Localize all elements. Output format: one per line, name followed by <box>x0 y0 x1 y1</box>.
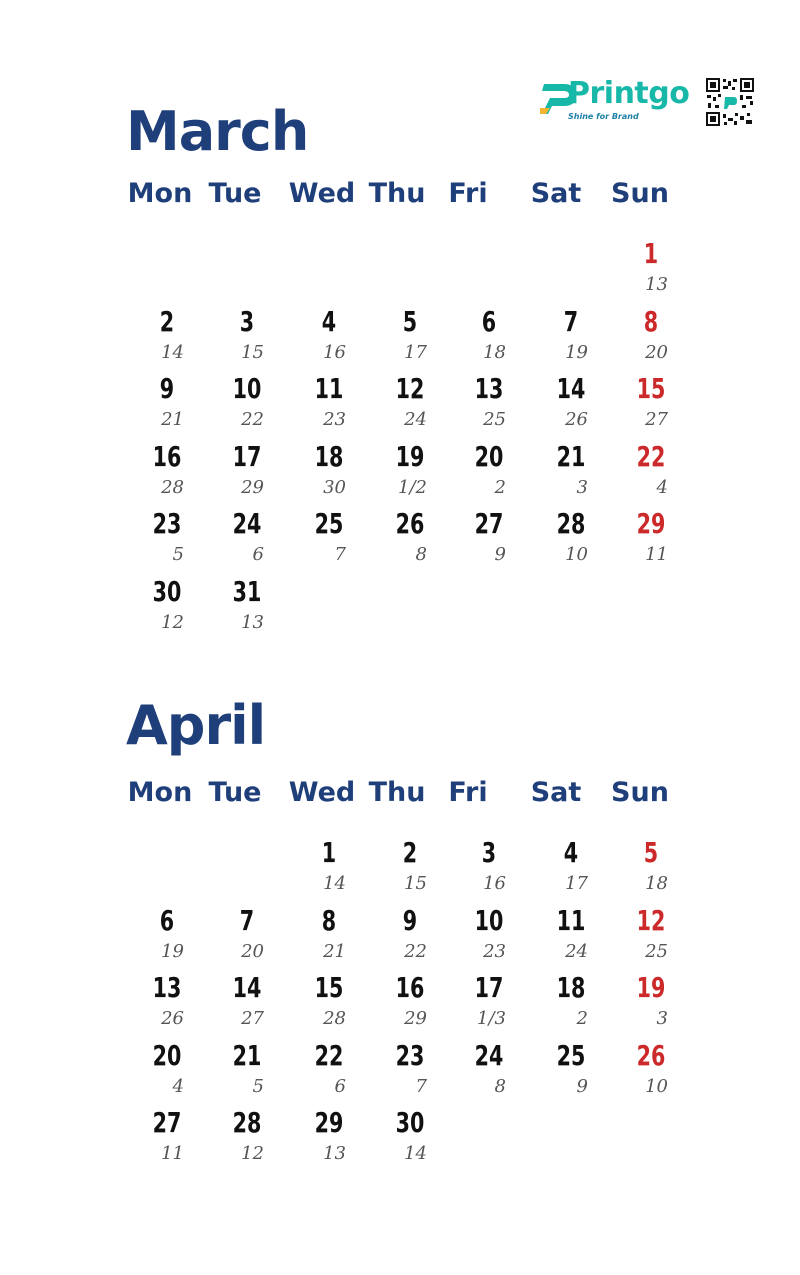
day-number: 12 <box>636 903 666 937</box>
lunar-date: 23 <box>483 940 506 962</box>
lunar-date: 11 <box>645 544 668 565</box>
lunar-date: 9 <box>494 544 506 565</box>
day-number: 22 <box>314 1038 344 1072</box>
day-number: 3 <box>239 304 255 338</box>
lunar-date: 25 <box>645 940 668 962</box>
day-number: 26 <box>395 507 425 540</box>
lunar-date: 29 <box>241 476 264 498</box>
day-number: 27 <box>474 507 504 540</box>
day-number: 18 <box>556 971 586 1004</box>
lunar-date: 18 <box>645 873 668 894</box>
lunar-date: 20 <box>645 341 668 363</box>
lunar-date: 15 <box>241 341 264 363</box>
day-number: 19 <box>395 439 425 473</box>
lunar-date: 2 <box>576 1008 588 1029</box>
day-number: 15 <box>314 971 344 1004</box>
day-number: 5 <box>402 304 418 338</box>
lunar-date: 16 <box>483 873 506 894</box>
day-number: 6 <box>481 304 497 338</box>
lunar-date: 29 <box>404 1008 427 1029</box>
weekday-header-fri: Fri <box>448 178 488 209</box>
lunar-date: 24 <box>404 409 427 430</box>
lunar-date: 6 <box>334 1075 346 1097</box>
month-title: March <box>126 100 309 163</box>
day-number: 30 <box>152 574 182 608</box>
weekday-header-thu: Thu <box>368 777 426 808</box>
lunar-date: 27 <box>241 1008 264 1029</box>
day-number: 9 <box>159 372 175 405</box>
lunar-date: 5 <box>172 544 184 565</box>
day-number: 4 <box>321 304 337 338</box>
day-number: 20 <box>474 439 504 473</box>
lunar-date: 27 <box>645 409 668 430</box>
lunar-date: 4 <box>172 1075 184 1097</box>
day-number: 18 <box>314 439 344 473</box>
lunar-date: 10 <box>565 544 588 565</box>
day-number: 24 <box>474 1038 504 1072</box>
weekday-header-sat: Sat <box>530 777 582 808</box>
day-number: 7 <box>239 903 255 937</box>
day-number: 6 <box>159 903 175 937</box>
day-number: 28 <box>232 1106 262 1139</box>
lunar-date: 7 <box>334 544 346 565</box>
lunar-date: 14 <box>404 1143 427 1164</box>
day-number: 20 <box>152 1038 182 1072</box>
weekday-header-mon: Mon <box>127 777 193 808</box>
lunar-date: 2 <box>494 476 506 498</box>
day-number: 27 <box>152 1106 182 1139</box>
day-number: 16 <box>152 439 182 473</box>
weekday-header-tue: Tue <box>208 777 262 808</box>
lunar-date: 3 <box>576 476 588 498</box>
day-number: 26 <box>636 1038 666 1072</box>
day-number: 29 <box>636 507 666 540</box>
lunar-date: 9 <box>576 1075 588 1097</box>
day-number: 12 <box>395 372 425 405</box>
day-number: 29 <box>314 1106 344 1139</box>
lunar-date: 16 <box>323 341 346 363</box>
day-number: 3 <box>481 836 497 869</box>
day-number: 15 <box>636 372 666 405</box>
weekday-header-mon: Mon <box>127 178 193 209</box>
lunar-date: 12 <box>161 611 184 633</box>
day-number: 30 <box>395 1106 425 1139</box>
lunar-date: 19 <box>565 341 588 363</box>
day-number: 5 <box>643 836 659 869</box>
weekday-header-wed: Wed <box>288 178 356 209</box>
day-number: 31 <box>232 574 262 608</box>
brand-name: Printgo <box>568 76 690 111</box>
month-title: April <box>126 694 266 757</box>
weekday-header-wed: Wed <box>288 777 356 808</box>
day-number: 25 <box>556 1038 586 1072</box>
day-number: 10 <box>232 372 262 405</box>
lunar-date: 28 <box>161 476 184 498</box>
lunar-date: 14 <box>161 341 184 363</box>
day-number: 16 <box>395 971 425 1004</box>
qr-code-icon <box>706 78 754 126</box>
day-number: 8 <box>321 903 337 937</box>
lunar-date: 18 <box>483 341 506 363</box>
day-number: 19 <box>636 971 666 1004</box>
day-number: 17 <box>474 971 504 1004</box>
day-number: 9 <box>402 903 418 937</box>
day-number: 2 <box>402 836 418 869</box>
lunar-date: 15 <box>404 873 427 894</box>
weekday-header-sun: Sun <box>611 777 669 808</box>
brand-logo <box>540 74 700 126</box>
weekday-header-sun: Sun <box>611 178 669 209</box>
lunar-date: 4 <box>656 476 668 498</box>
lunar-date: 26 <box>565 409 588 430</box>
day-number: 25 <box>314 507 344 540</box>
weekday-header-thu: Thu <box>368 178 426 209</box>
day-number: 14 <box>556 372 586 405</box>
day-number: 2 <box>159 304 175 338</box>
day-number: 24 <box>232 507 262 540</box>
day-number: 10 <box>474 903 504 937</box>
day-number: 1 <box>643 237 659 270</box>
lunar-date: 12 <box>241 1143 264 1164</box>
day-number: 7 <box>563 304 579 338</box>
day-number: 8 <box>643 304 659 338</box>
lunar-date: 24 <box>565 940 588 962</box>
lunar-date: 10 <box>645 1075 668 1097</box>
lunar-date: 6 <box>252 544 264 565</box>
lunar-date: 23 <box>323 409 346 430</box>
lunar-date: 7 <box>415 1075 427 1097</box>
lunar-date: 30 <box>323 476 346 498</box>
day-number: 14 <box>232 971 262 1004</box>
lunar-date: 3 <box>656 1008 668 1029</box>
lunar-date: 28 <box>323 1008 346 1029</box>
lunar-date: 13 <box>323 1143 346 1164</box>
day-number: 4 <box>563 836 579 869</box>
lunar-date: 22 <box>404 940 427 962</box>
brand-tagline: Shine for Brand <box>568 112 639 121</box>
lunar-date: 22 <box>241 409 264 430</box>
lunar-date: 14 <box>323 873 346 894</box>
day-number: 13 <box>474 372 504 405</box>
lunar-date: 17 <box>404 341 427 363</box>
lunar-date: 8 <box>494 1075 506 1097</box>
day-number: 23 <box>395 1038 425 1072</box>
day-number: 23 <box>152 507 182 540</box>
lunar-date: 20 <box>241 940 264 962</box>
lunar-date: 17 <box>565 873 588 894</box>
day-number: 21 <box>556 439 586 473</box>
weekday-header-tue: Tue <box>208 178 262 209</box>
lunar-date: 8 <box>415 544 427 565</box>
lunar-date: 1/2 <box>398 476 427 498</box>
lunar-date: 21 <box>323 940 346 962</box>
day-number: 11 <box>314 372 344 405</box>
weekday-header-fri: Fri <box>448 777 488 808</box>
lunar-date: 21 <box>161 409 184 430</box>
lunar-date: 1/3 <box>477 1008 506 1029</box>
day-number: 1 <box>321 836 337 869</box>
lunar-date: 11 <box>161 1143 184 1164</box>
lunar-date: 13 <box>241 611 264 633</box>
weekday-header-sat: Sat <box>530 178 582 209</box>
lunar-date: 13 <box>645 274 668 295</box>
day-number: 17 <box>232 439 262 473</box>
lunar-date: 26 <box>161 1008 184 1029</box>
day-number: 13 <box>152 971 182 1004</box>
day-number: 11 <box>556 903 586 937</box>
day-number: 21 <box>232 1038 262 1072</box>
lunar-date: 25 <box>483 409 506 430</box>
lunar-date: 5 <box>252 1075 264 1097</box>
day-number: 28 <box>556 507 586 540</box>
day-number: 22 <box>636 439 666 473</box>
lunar-date: 19 <box>161 940 184 962</box>
